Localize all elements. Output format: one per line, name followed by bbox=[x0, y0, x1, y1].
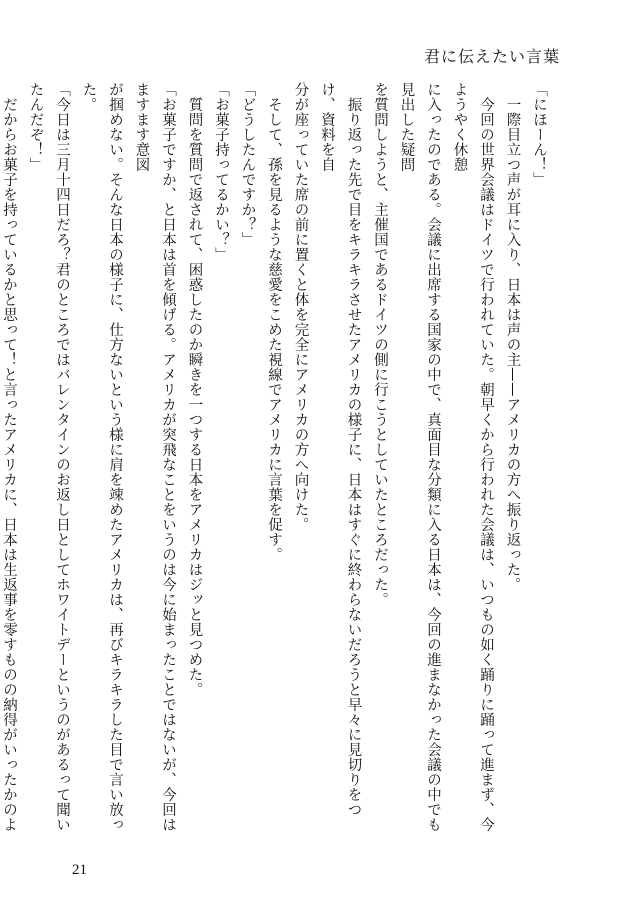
text-line: 振り返った先で目をキラキラさせたアメリカの様子に、日本はすぐに終わらないだろうと早々に見切りをつけ、資料を自 bbox=[319, 82, 362, 817]
body-text bbox=[1, 82, 552, 842]
text-line: 質問を質問で返されて、困惑したのか瞬きを一つする日本をアメリカはジッと見つめた。 bbox=[186, 82, 203, 697]
text-line: 「どうしたんですか？」 bbox=[239, 82, 256, 247]
text-line: 一際目立つ声が耳に入り、日本は声の主——アメリカの方へ振り返った。 bbox=[504, 82, 521, 592]
page-title: 君に伝えたい言葉 bbox=[423, 47, 560, 66]
text-line: 「お菓子持ってるかい？」 bbox=[213, 82, 229, 262]
text-line: が掴めない。そんな日本の様子に、仕方ないという様に肩を竦めたアメリカは、再びキラキラした目で言い放った。 bbox=[80, 82, 123, 832]
text-line: に入ったのである。会議に出席する国家の中で、真面目な分類に入る日本は、今回の進まなかった会議の中でも見出した疑問 bbox=[398, 82, 441, 832]
text-line: を質問しようと、主催国であるドイツの側に行こうとしていたところだった。 bbox=[372, 82, 388, 607]
text-line: 「お菓子ですか、と日本は首を傾げる。アメリカが突飛なことをいうのは今に始まったことではないが、今回はますます意図 bbox=[133, 82, 176, 832]
text-line: 「今日は三月十四日だろ？君のところではバレンタインのお返し日としてホワイトデーというのがあるって聞いたんだぞ！」 bbox=[27, 82, 70, 832]
text-line: 「にほーん！」 bbox=[531, 82, 547, 187]
text-line: 分が座っていた席の前に置くと体を完全にアメリカの方へ向けた。 bbox=[292, 82, 309, 532]
text-line: そして、孫を見るような慈愛をこめた視線でアメリカに言葉を促す。 bbox=[266, 82, 282, 562]
text-line: 今回の世界会議はドイツで行われていた。朝早くから行われた会議は、いつもの如く踊りに踊って進まず、今ようやく休憩 bbox=[451, 82, 494, 832]
page-number: 21 bbox=[72, 862, 87, 878]
text-line: だからお菓子を持っているかと思って！と言ったアメリカに、日本は生返事を零すものの納得がいったかのよ bbox=[1, 97, 17, 832]
